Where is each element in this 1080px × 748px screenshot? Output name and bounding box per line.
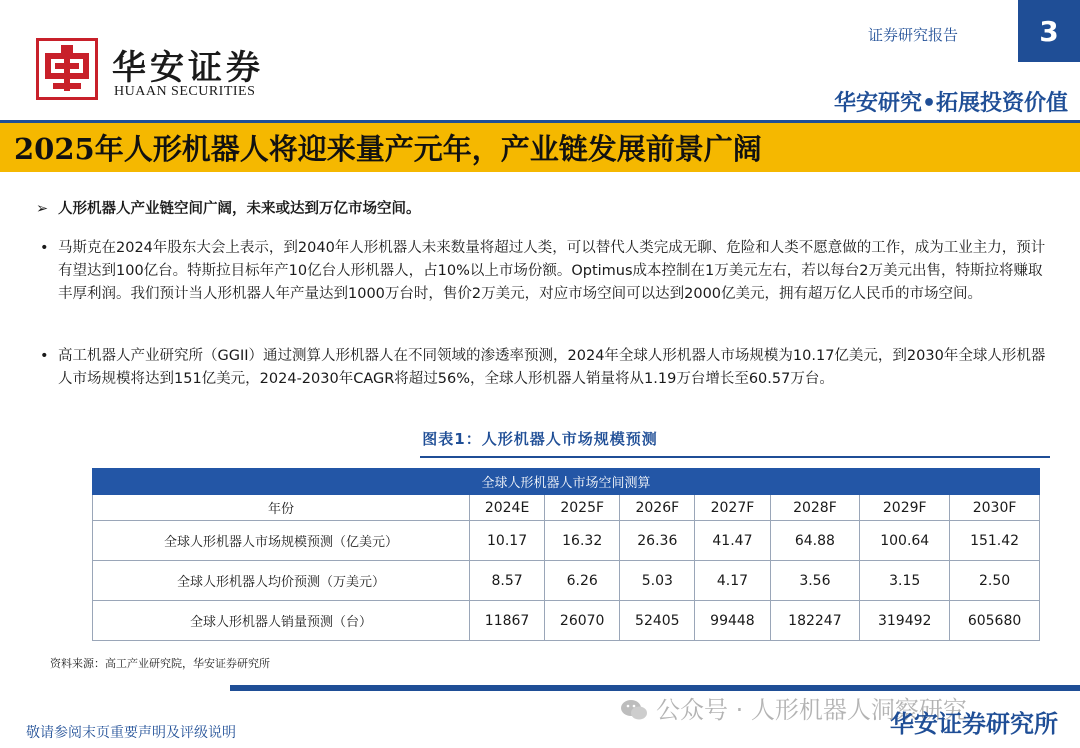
paragraph-musk bbox=[40, 237, 1050, 306]
row-label: 全球人形机器人销量预测（台） bbox=[93, 601, 470, 641]
page-title: 2025年人形机器人将迎来量产元年，产业链发展前景广阔 bbox=[14, 132, 762, 166]
year-header: 2025F bbox=[545, 495, 620, 521]
figure-title-rule bbox=[420, 456, 1050, 458]
year-header: 2028F bbox=[770, 495, 860, 521]
bullet-dot-icon: • bbox=[40, 348, 49, 364]
table-cell: 319492 bbox=[860, 601, 950, 641]
year-header: 2029F bbox=[860, 495, 950, 521]
logo-english-name: HUAAN SECURITIES bbox=[114, 84, 256, 99]
row-label: 全球人形机器人均价预测（万美元） bbox=[93, 561, 470, 601]
disclaimer-link[interactable]: 敬请参阅末页重要声明及评级说明 bbox=[26, 725, 236, 741]
paragraph-ggii bbox=[40, 345, 1050, 391]
row-label: 全球人形机器人市场规模预测（亿美元） bbox=[93, 521, 470, 561]
table-cell: 10.17 bbox=[470, 521, 545, 561]
table-cell: 182247 bbox=[770, 601, 860, 641]
market-forecast-table bbox=[92, 468, 1040, 641]
wechat-icon bbox=[620, 698, 648, 722]
table-cell: 64.88 bbox=[770, 521, 860, 561]
source-note: 资料来源：高工产业研究院，华安证券研究所 bbox=[50, 657, 270, 670]
bullet-dot-icon: • bbox=[40, 240, 49, 256]
table-cell: 26070 bbox=[545, 601, 620, 641]
bullet-heading bbox=[36, 197, 421, 218]
watermark-text: 公众号 · 人形机器人洞察研究 bbox=[656, 696, 967, 724]
table-header-row bbox=[93, 495, 1040, 521]
table-cell: 3.56 bbox=[770, 561, 860, 601]
table-cell: 3.15 bbox=[860, 561, 950, 601]
table-cell: 11867 bbox=[470, 601, 545, 641]
table-cell: 5.03 bbox=[620, 561, 695, 601]
table-cell: 6.26 bbox=[545, 561, 620, 601]
table-cell: 99448 bbox=[695, 601, 770, 641]
table-cell: 26.36 bbox=[620, 521, 695, 561]
table-cell: 16.32 bbox=[545, 521, 620, 561]
year-header: 2027F bbox=[695, 495, 770, 521]
table-header-label: 年份 bbox=[93, 495, 470, 521]
table-cell: 41.47 bbox=[695, 521, 770, 561]
table-cell: 8.57 bbox=[470, 561, 545, 601]
paragraph-text: 马斯克在2024年股东大会上表示，到2040年人形机器人未来数量将超过人类，可以替代人类完成无聊、危险和人类不愿意做的工作，成为工业主力，预计有望达到100亿台。特斯拉目标年产10亿台人形机器人，占10%以上市场份额。Optimus成本控制在1万美元左右，若以每台2万美元出售，特斯拉将赚取丰厚利润。我们预计当人形机器人年产量达到1000万台时，售价2万美元，对应市场空间可以达到2000亿美元，拥有超万亿人民币的市场空间。 bbox=[58, 240, 1046, 302]
huaan-logo-seal bbox=[36, 38, 98, 100]
table-row-sales-volume bbox=[93, 601, 1040, 641]
table-caption: 全球人形机器人市场空间测算 bbox=[93, 469, 1040, 495]
bullet-heading-text: 人形机器人产业链空间广阔，未来或达到万亿市场空间。 bbox=[58, 201, 421, 217]
table-cell: 151.42 bbox=[950, 521, 1040, 561]
arrowhead-bullet-icon: ➢ bbox=[36, 201, 49, 217]
table-cell: 52405 bbox=[620, 601, 695, 641]
paragraph-text: 高工机器人产业研究所（GGII）通过测算人形机器人在不同领域的渗透率预测，2024年全球人形机器人市场规模为10.17亿美元，到2030年全球人形机器人市场规模将达到151亿美元，2024-2030年CAGR将超过56%，全球人形机器人销量将从1.19万台增长至60.57万台。 bbox=[58, 348, 1046, 387]
huaan-seal-icon bbox=[39, 41, 95, 97]
header-tagline: 华安研究•拓展投资价值 bbox=[833, 91, 1068, 116]
year-header: 2024E bbox=[470, 495, 545, 521]
table-row-market-size bbox=[93, 521, 1040, 561]
table-cell: 100.64 bbox=[860, 521, 950, 561]
page-number-badge: 3 bbox=[1018, 0, 1080, 62]
table-cell: 2.50 bbox=[950, 561, 1040, 601]
report-type-label: 证券研究报告 bbox=[868, 26, 959, 44]
table-cell: 4.17 bbox=[695, 561, 770, 601]
year-header: 2026F bbox=[620, 495, 695, 521]
logo-chinese-name: 华安证券 bbox=[112, 48, 264, 88]
year-header: 2030F bbox=[950, 495, 1040, 521]
table-cell: 605680 bbox=[950, 601, 1040, 641]
figure-title: 图表1：人形机器人市场规模预测 bbox=[422, 430, 658, 448]
table-row-avg-price bbox=[93, 561, 1040, 601]
footer-brand: 华安证券研究所 bbox=[890, 710, 1058, 738]
